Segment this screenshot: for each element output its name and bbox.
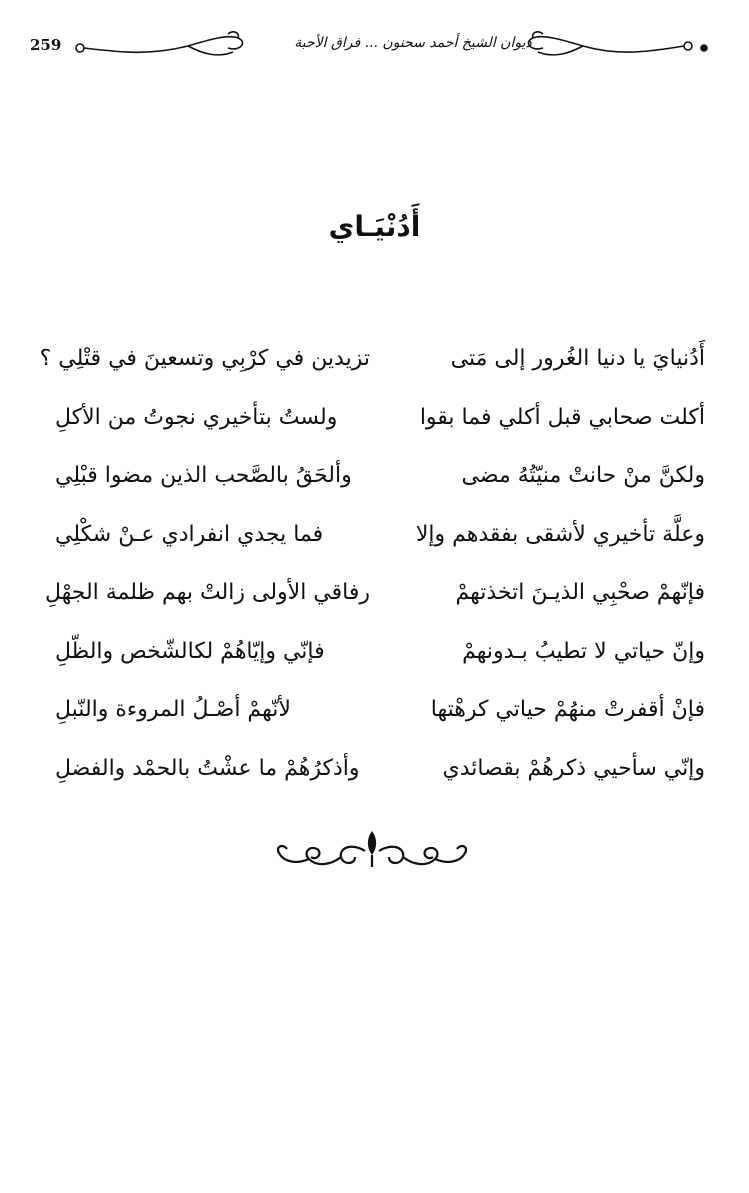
verse-second-hemistich: وأذكرُهُمْ ما عشْتُ بالحمْد والفضلِ bbox=[55, 755, 360, 781]
verse-first-hemistich: فإنّهمْ صحْبِي الذيـنَ اتخذتهمْ bbox=[455, 580, 705, 606]
poem-title: أَدُنْيَـاي bbox=[328, 210, 421, 243]
verse bbox=[55, 389, 705, 448]
verse-first-hemistich: وإنّي سأحيي ذكرهُمْ بقصائدي bbox=[442, 755, 705, 781]
verse-second-hemistich: رفاقي الأولى زالتْ بهم ظلمة الجهْلِ bbox=[44, 580, 370, 606]
verse-first-hemistich: أكلت صحابي قبل أكلي فما بقوا bbox=[419, 404, 705, 430]
verse bbox=[55, 447, 705, 506]
verse bbox=[39, 330, 705, 389]
verse-second-hemistich: لأنّهمْ أصْـلُ المروءة والنّبلِ bbox=[55, 697, 291, 723]
page-header bbox=[28, 22, 718, 72]
verse bbox=[55, 506, 705, 565]
verse-first-hemistich: وإنّ حياتي لا تطيبُ بـدونهمْ bbox=[462, 638, 705, 664]
verse-second-hemistich: وألحَقُ بالصَّحب الذين مضوا قبْلِي bbox=[55, 463, 352, 489]
verse bbox=[44, 564, 705, 623]
verse-second-hemistich: فما يجدي انفرادي عـنْ شكْلِي bbox=[55, 521, 324, 547]
verse bbox=[55, 623, 705, 682]
verse-second-hemistich: ولستُ بتأخيري نجوتُ من الأكلِ bbox=[55, 404, 338, 430]
verse bbox=[55, 740, 705, 799]
page-number: 259 bbox=[30, 36, 62, 54]
verse bbox=[55, 681, 705, 740]
running-title: ديوان الشيخ أحمد سحنون ... فراق الأحبة bbox=[294, 35, 532, 51]
verse-first-hemistich: فإنْ أقفرتْ منهُمْ حياتي كرهْتها bbox=[430, 697, 705, 723]
verse-first-hemistich: وعلَّة تأخيري لأشقى بفقدهم وإلا bbox=[415, 521, 705, 547]
verse-first-hemistich: أَدُنيايَ يا دنيا الغُرور إلى مَتى bbox=[450, 346, 705, 372]
poem-body bbox=[39, 330, 705, 798]
verse-second-hemistich: تزيدين في كرْبِي وتسعينَ في قتْلِي ؟ bbox=[39, 346, 370, 372]
footer-ornament-icon bbox=[265, 825, 480, 875]
verse-second-hemistich: فإنّي وإيّاهُمْ لكالشّخص والظّلِ bbox=[55, 638, 325, 664]
verse-first-hemistich: ولكنَّ منْ حانتْ منيّتُهُ مضى bbox=[461, 463, 705, 489]
